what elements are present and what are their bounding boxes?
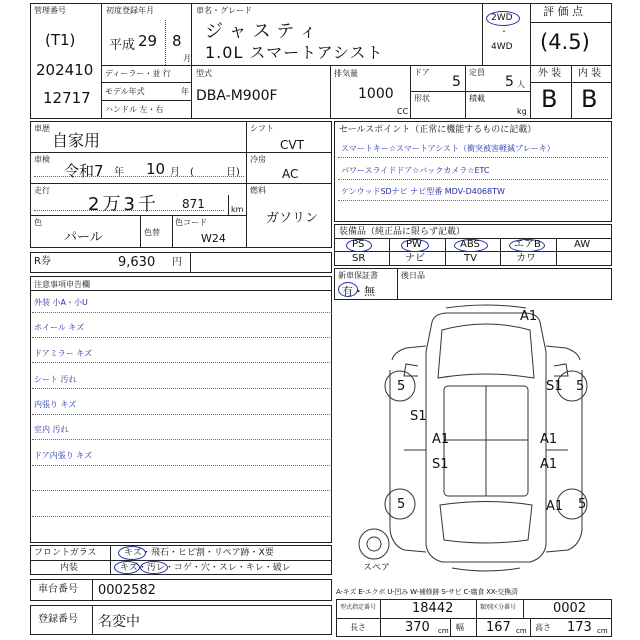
divider (246, 121, 247, 248)
color-value: パール (64, 230, 103, 245)
displacement-value: 1000 (358, 86, 394, 102)
divider (450, 618, 451, 637)
shaken-day-unit: 日) (226, 167, 240, 178)
chassis-value: 0002582 (98, 583, 156, 598)
equipment-tv: TV (464, 253, 477, 264)
model-year-unit: 年 (181, 87, 189, 96)
height-value: 173 (567, 620, 592, 635)
width-label: 幅 (456, 623, 464, 632)
rating-ext-label: 外 装 (538, 68, 562, 79)
front-glass-label: フロントガラス (34, 548, 97, 558)
shaken-month-unit: 月 (170, 167, 180, 178)
divider (338, 157, 608, 158)
first-reg-era: 平成 (109, 38, 136, 53)
mileage-unit: km (231, 205, 244, 214)
load-label: 積載 (469, 94, 485, 103)
length-unit: cm (438, 627, 449, 635)
type-cert-label: 型式指定番号 (340, 604, 377, 611)
divider (336, 618, 612, 619)
divider (165, 20, 166, 65)
model-year-label: モデル年式 (105, 87, 145, 96)
divider (32, 388, 330, 389)
divider (338, 179, 608, 180)
damage-mark: A1 (540, 432, 558, 447)
divider (338, 200, 608, 201)
fuel-label: 燃料 (250, 186, 266, 195)
first-reg-year: 29 (138, 32, 158, 50)
divider (30, 560, 332, 561)
damage-mark: S1 (432, 457, 449, 472)
sales-point-line: ケンウッドSDナビ ナビ型番 MDV-D4068TW (341, 187, 505, 196)
divider (191, 3, 192, 65)
type-label: 型式 (196, 69, 212, 78)
divider (32, 439, 330, 440)
class-label: 類別区分番号 (480, 604, 517, 611)
notes-label: 注意事項申告欄 (34, 280, 90, 289)
equipment-airbag: エアB (514, 239, 541, 250)
divider (530, 618, 531, 637)
car-grade: 1.0L スマートアシスト (205, 43, 384, 62)
capacity-value: 5 (505, 74, 514, 90)
divider (410, 91, 530, 92)
divider (500, 238, 501, 266)
shaken-day-open: ( (190, 167, 194, 178)
divider (32, 414, 330, 415)
drive-dot: ・ (500, 27, 508, 36)
recycle-unit: 円 (172, 257, 182, 268)
divider (556, 238, 557, 266)
height-unit: cm (597, 627, 608, 635)
mileage-label: 走行 (34, 186, 50, 195)
color-code-label: 色コード (175, 218, 207, 227)
note-line: 室内 汚れ (34, 425, 69, 434)
divider (530, 3, 531, 119)
damage-mark: A1 (432, 432, 450, 447)
width-value: 167 (486, 620, 511, 635)
equipment-leather: カワ (516, 253, 536, 264)
ac-value: AC (282, 167, 299, 181)
divider (92, 579, 93, 601)
damage-mark: S1 (410, 409, 427, 424)
chassis-label: 車台番号 (38, 584, 78, 595)
divider (32, 516, 330, 517)
equipment-label: 装備品（純正品に限らず記載） (339, 227, 466, 237)
color-change-label: 色替 (144, 228, 160, 237)
handle-label: ハンドル 左・右 (105, 105, 164, 114)
displacement-unit: CC (397, 107, 409, 116)
divider (32, 312, 330, 313)
divider (101, 3, 102, 119)
divider (191, 65, 192, 119)
sales-point-line: パワースライドドア☆バックカメラ☆ETC (341, 166, 490, 175)
recycle-value: 9,630 (118, 255, 156, 270)
length-label: 長さ (350, 623, 366, 632)
divider (482, 3, 483, 65)
fuel-value: ガソリン (266, 211, 319, 226)
divider (380, 599, 381, 637)
drive-4wd: 4WD (491, 42, 513, 52)
spare-label: スペア (363, 563, 391, 573)
registration-label: 後日品 (401, 271, 425, 280)
damage-mark: 5 (397, 379, 406, 394)
car-name-label: 車名・グレード (196, 6, 252, 15)
note-line: ドア内張り キズ (34, 451, 93, 460)
note-line: シート 汚れ (34, 375, 77, 384)
warranty-label: 新車保証書 (338, 271, 378, 280)
equipment-abs: ABS (460, 239, 480, 250)
displacement-label: 排気量 (334, 69, 358, 78)
divider (140, 215, 141, 248)
rating-score: (4.5) (540, 30, 590, 54)
first-reg-label: 初度登録年月 (106, 6, 154, 15)
divider (30, 183, 332, 184)
car-diagram (334, 300, 612, 580)
width-unit: cm (516, 627, 527, 635)
sales-points-label: セールスポイント（正常に機能するものに記載） (339, 125, 537, 135)
equipment-ps: PS (352, 239, 365, 250)
damage-legend: A-キズ E-エクボ U-凹み W-補修跡 S-サビ C-腐食 XX-交換済 (336, 588, 518, 596)
divider (92, 605, 93, 635)
divider (397, 268, 398, 300)
divider (32, 465, 330, 466)
divider (172, 215, 173, 248)
divider (30, 290, 332, 291)
equipment-navi: ナビ (405, 253, 425, 264)
load-unit: kg (517, 107, 527, 116)
mileage-main: 2万3千 (88, 194, 159, 215)
divider (389, 238, 390, 266)
note-line: ドアミラー キズ (34, 349, 93, 358)
divider (330, 65, 331, 119)
mgmt-lot: (T1) (45, 31, 76, 49)
mileage-detail: 871 (182, 197, 205, 211)
divider (32, 362, 330, 363)
rating-ext-value: B (541, 85, 558, 113)
drive-2wd: 2WD (491, 13, 513, 23)
rating-label: 評 価 点 (543, 5, 583, 18)
mgmt-label: 管理番号 (34, 6, 66, 15)
divider (32, 490, 330, 491)
warranty-value: 有・無 (342, 285, 375, 298)
car-name: ジャスティ (205, 21, 323, 42)
divider (101, 82, 191, 83)
divider (30, 152, 332, 153)
first-reg-month-unit: 月 (183, 54, 191, 63)
divider (571, 65, 572, 119)
class-value: 0002 (553, 601, 587, 616)
divider (530, 22, 612, 23)
divider (523, 599, 524, 618)
equipment-pw: PW (406, 239, 422, 250)
damage-mark: S1 (546, 379, 563, 394)
shaken-label: 車検 (34, 155, 50, 164)
shaken-year-unit: 年 (114, 167, 124, 178)
color-code-value: W24 (201, 232, 226, 245)
equipment-sr: SR (352, 253, 366, 264)
dealer-label: ディーラー・並 行 (105, 69, 171, 78)
capacity-label: 定員 (469, 68, 485, 77)
damage-mark: A1 (546, 499, 564, 514)
damage-mark: 5 (576, 379, 585, 394)
divider (476, 599, 477, 637)
mgmt-date: 202410 (36, 61, 94, 79)
divider (101, 100, 191, 101)
color-label: 色 (34, 218, 42, 227)
use-label: 車歴 (34, 124, 50, 133)
damage-mark: 5 (578, 497, 587, 512)
shift-value: CVT (280, 138, 304, 152)
divider (465, 65, 466, 119)
interior-value: キズ・汚レ・コゲ・穴・スレ・キレ・破レ (120, 563, 291, 573)
note-line: 内張り キズ (34, 400, 77, 409)
ac-label: 冷房 (250, 155, 266, 164)
divider (445, 238, 446, 266)
mgmt-no: 12717 (43, 89, 91, 107)
damage-mark: A1 (520, 309, 538, 324)
first-reg-month: 8 (172, 32, 182, 50)
type-cert-value: 18442 (412, 601, 454, 616)
recycle-label: R券 (34, 256, 51, 267)
doors-label: ドア (414, 68, 430, 77)
rating-int-value: B (581, 85, 598, 113)
note-line: ホイール キズ (34, 323, 85, 332)
divider (410, 65, 411, 119)
reg-value: 名変中 (98, 614, 140, 630)
length-value: 370 (405, 620, 430, 635)
interior-label: 内装 (60, 563, 79, 573)
rating-int-label: 内 装 (578, 68, 602, 79)
divider (228, 195, 229, 215)
divider (190, 252, 191, 273)
shape-label: 形状 (414, 94, 430, 103)
shaken-era: 令和7 (64, 162, 104, 180)
damage-mark: A1 (540, 457, 558, 472)
capacity-unit: 人 (517, 80, 525, 89)
equipment-aw: AW (574, 239, 591, 250)
shaken-month: 10 (146, 160, 166, 178)
front-glass-value: キズ・飛石・ヒビ割・リペア跡・X要 (124, 548, 274, 558)
height-label: 高さ (535, 623, 551, 632)
sales-point-line: スマートキー☆スマートアシスト（衝突被害軽減ブレーキ） (341, 144, 555, 153)
reg-label: 登録番号 (38, 614, 78, 625)
shift-label: シフト (250, 124, 274, 133)
damage-mark: 5 (397, 497, 406, 512)
use-value: 自家用 (52, 131, 101, 150)
note-line: 外装 小A・小U (34, 298, 88, 307)
type-value: DBA-M900F (196, 88, 278, 104)
doors-value: 5 (452, 74, 461, 90)
divider (32, 337, 330, 338)
